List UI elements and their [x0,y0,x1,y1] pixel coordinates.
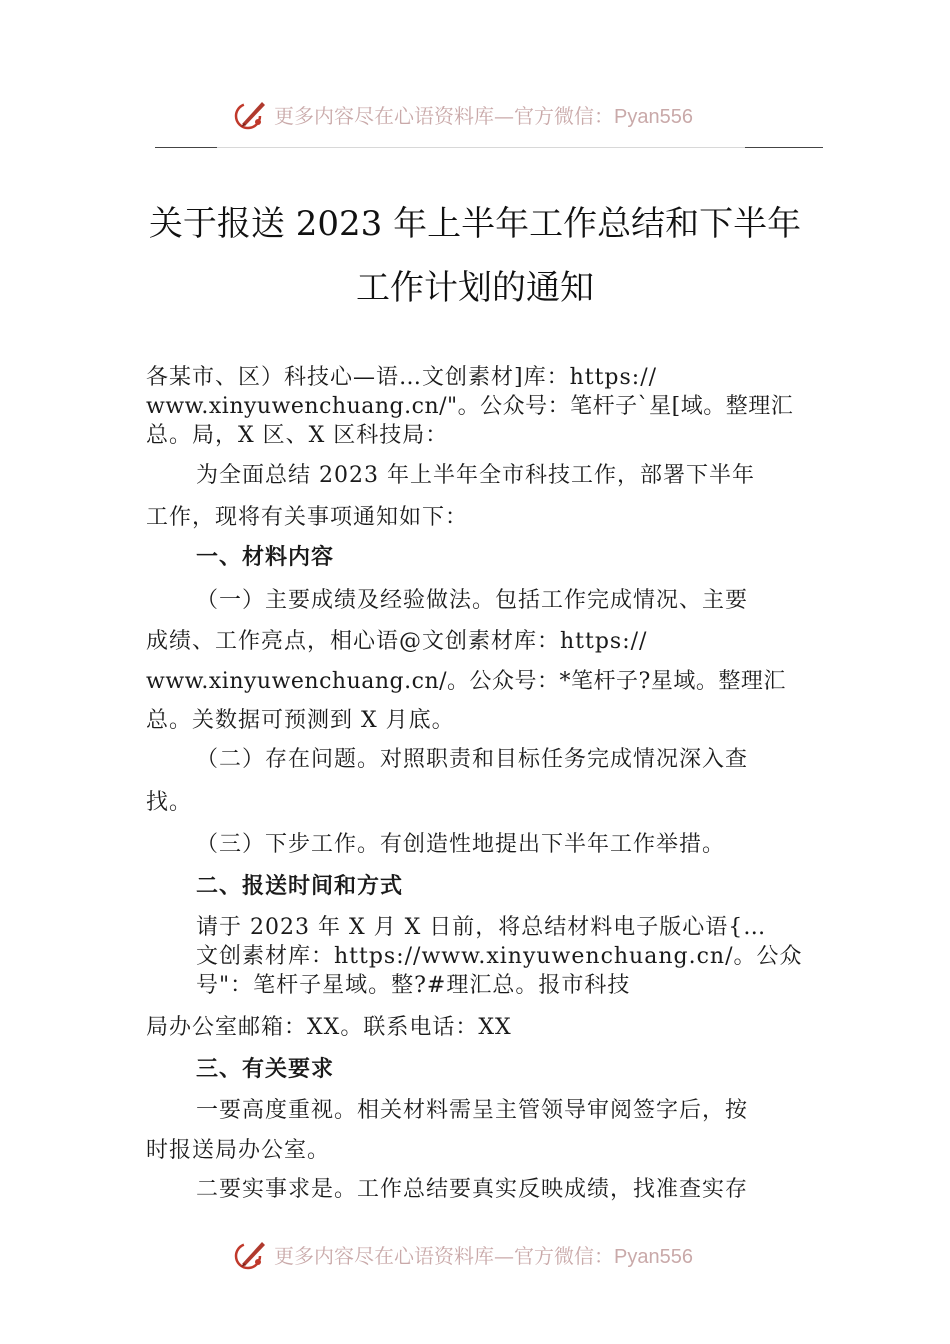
section-3-item-1-line-1: 一要高度重视。相关材料需呈主管领导审阅签字后，按 [196,1098,749,1123]
section-1-heading: 一、材料内容 [196,545,335,570]
section-2-line-2: 文创素材库：https://www.xinyuwenchuang.cn/。公众 [196,944,803,969]
section-1-item-1-line-1: （一）主要成绩及经验做法。包括工作完成情况、主要 [196,588,749,613]
section-2-line-4: 局办公室邮箱：XX。联系电话：XX [146,1015,512,1040]
section-1-item-2-line-2: 找。 [146,790,193,815]
watermark-banner-bottom [0,1232,950,1276]
section-2-heading: 二、报送时间和方式 [196,874,404,899]
section-2-line-1: 请于 2023 年 X 月 X 日前，将总结材料电子版心语{… [196,915,767,940]
section-3-item-1-line-2: 时报送局办公室。 [146,1138,331,1163]
section-1-item-2-line-1: （二）存在问题。对照职责和目标任务完成情况深入查 [196,747,749,772]
section-1-item-1-line-4: 总。关数据可预测到 X 月底。 [146,708,455,733]
watermark-text: 更多内容尽在心语资料库—官方微信：Pyan556 [274,1243,693,1268]
addressee-line-2: www.xinyuwenchuang.cn/"。公众号：笔杆子`星[域。整理汇 [146,394,794,419]
header-rule-right [745,147,823,148]
section-3-heading: 三、有关要求 [196,1057,335,1082]
section-1-item-1-line-2: 成绩、工作亮点，相心语@文创素材库：https:// [146,629,648,654]
document-title-line-2: 工作计划的通知 [356,268,594,308]
addressee-line-1: 各某市、区）科技心—语…文创素材]库：https:// [146,365,658,390]
section-3-item-2-line-1: 二要实事求是。工作总结要真实反映成绩，找准查实存 [196,1177,749,1202]
quill-logo-icon [232,1236,268,1272]
header-rule-middle [217,147,745,148]
document-title-line-1: 关于报送 2023 年上半年工作总结和下半年 [148,204,802,244]
watermark-text: 更多内容尽在心语资料库—官方微信：Pyan556 [274,103,693,128]
section-1-item-1-line-3: www.xinyuwenchuang.cn/。公众号：*笔杆子?星域。整理汇 [146,669,786,694]
header-rule-left [155,147,217,148]
addressee-line-3: 总。局，X 区、X 区科技局： [146,423,449,448]
intro-line-1: 为全面总结 2023 年上半年全市科技工作，部署下半年 [196,463,755,488]
section-2-line-3: 号"：笔杆子星域。整?#理汇总。报市科技 [196,973,631,998]
quill-logo-icon [232,96,268,132]
section-1-item-3: （三）下步工作。有创造性地提出下半年工作举措。 [196,832,726,857]
watermark-banner-top [0,92,950,136]
intro-line-2: 工作，现将有关事项通知如下： [146,505,469,530]
